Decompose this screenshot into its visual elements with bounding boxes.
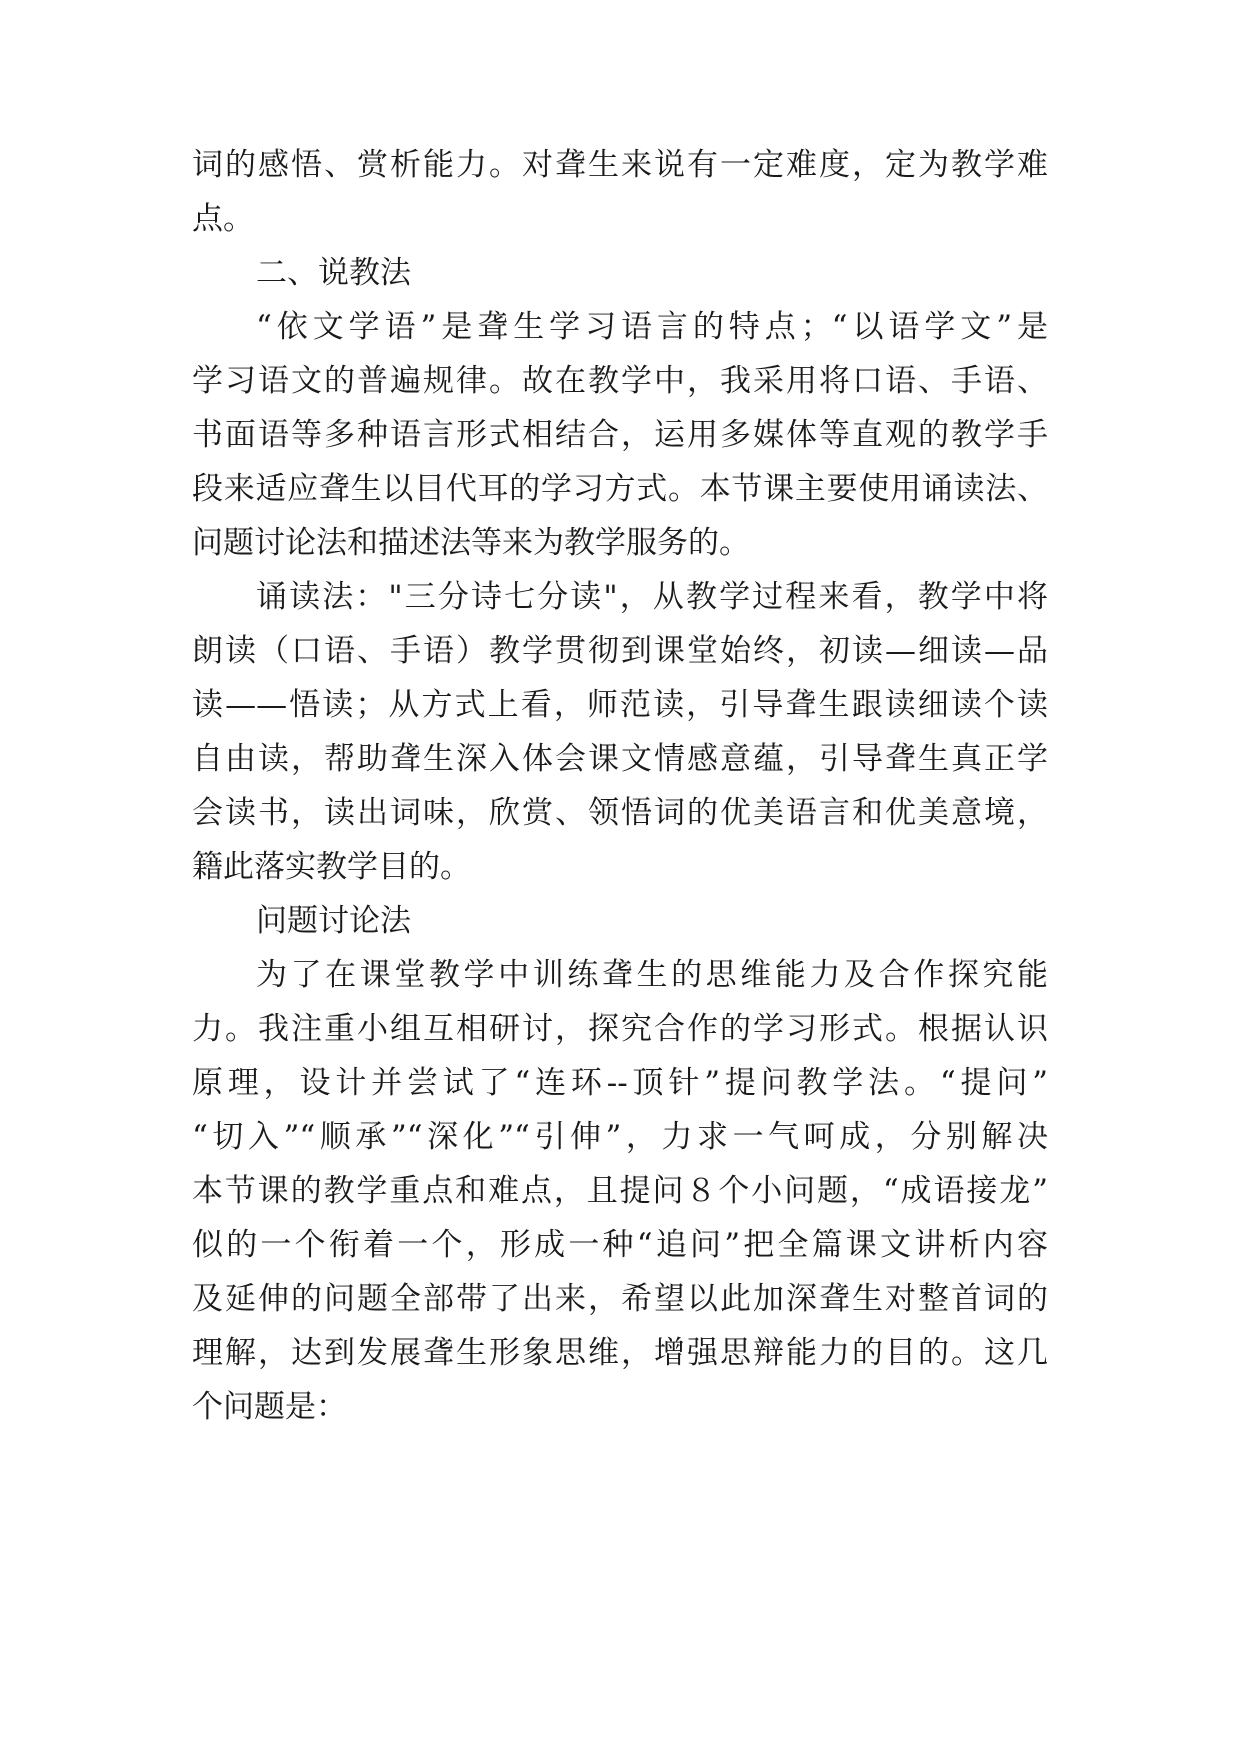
paragraph-line: 理解，达到发展聋生形象思维，增强思辩能力的目的。这几 <box>192 1335 1048 1371</box>
paragraph-line: 力。我注重小组互相研讨，探究合作的学习形式。根据认识 <box>192 1011 1048 1047</box>
paragraph-line: 为了在课堂教学中训练聋生的思维能力及合作探究能 <box>256 957 1048 993</box>
paragraph-line: “依文学语”是聋生学习语言的特点；“以语学文”是 <box>256 309 1048 345</box>
section-heading: 二、说教法 <box>256 255 411 291</box>
paragraph-line: “切入”“顺承”“深化”“引伸”，力求一气呵成，分别解决 <box>192 1119 1048 1155</box>
paragraph-line: 籍此落实教学目的。 <box>192 849 471 885</box>
paragraph-line: 似的一个衔着一个，形成一种“追问”把全篇课文讲析内容 <box>192 1227 1048 1263</box>
paragraph-line: 原理，设计并尝试了“连环--顶针”提问教学法。“提问” <box>192 1065 1048 1101</box>
paragraph-line: 朗读（口语、手语）教学贯彻到课堂始终，初读—细读—品 <box>192 633 1048 669</box>
paragraph-line: 自由读，帮助聋生深入体会课文情感意蕴，引导聋生真正学 <box>192 741 1048 777</box>
paragraph-line: 学习语文的普遍规律。故在教学中，我采用将口语、手语、 <box>192 363 1048 399</box>
paragraph-line: 问题讨论法和描述法等来为教学服务的。 <box>192 525 750 561</box>
paragraph-line: 书面语等多种语言形式相结合，运用多媒体等直观的教学手 <box>192 417 1048 453</box>
section-heading: 问题讨论法 <box>256 903 411 939</box>
paragraph-line: 读——悟读；从方式上看，师范读，引导聋生跟读细读个读 <box>192 687 1048 723</box>
paragraph-line: 及延伸的问题全部带了出来，希望以此加深聋生对整首词的 <box>192 1281 1048 1317</box>
paragraph-line: 点。 <box>192 201 254 237</box>
paragraph-line: 段来适应聋生以目代耳的学习方式。本节课主要使用诵读法、 <box>192 471 1048 507</box>
paragraph-line: 本节课的教学重点和难点，且提问８个小问题，“成语接龙” <box>192 1173 1048 1209</box>
paragraph-line: 诵读法："三分诗七分读"，从教学过程来看，教学中将 <box>256 579 1048 615</box>
paragraph-line: 词的感悟、赏析能力。对聋生来说有一定难度，定为教学难 <box>192 147 1048 183</box>
paragraph-line: 个问题是： <box>192 1389 347 1425</box>
paragraph-line: 会读书，读出词味，欣赏、领悟词的优美语言和优美意境， <box>192 795 1048 831</box>
